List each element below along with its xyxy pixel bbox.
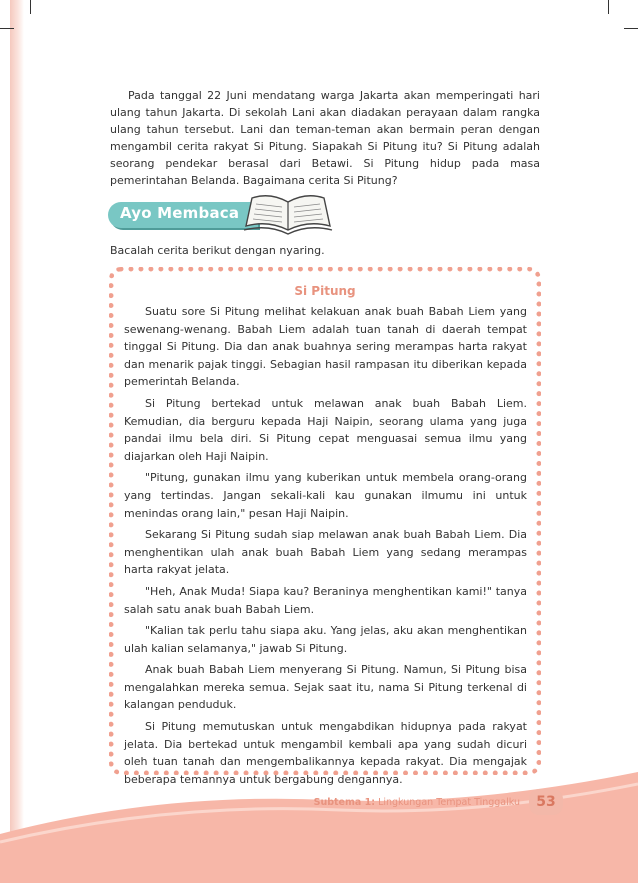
story-body — [124, 303, 527, 792]
story-paragraph: "Kalian tak perlu tahu siapa aku. Yang jelas, aku akan menghentikan ulah kalian selamanya," jawab Si Pitung. — [124, 624, 527, 655]
story-title: Si Pitung — [294, 284, 356, 298]
crop-mark-top-right-h — [624, 28, 638, 29]
section-header-label: Ayo Membaca — [120, 204, 240, 222]
footer-subtheme-title: Lingkungan Tempat Tinggalku — [378, 797, 520, 808]
story-paragraph: Anak buah Babah Liem menyerang Si Pitung. Namun, Si Pitung bisa mengalahkan mereka semua. Sejak saat itu, nama Si Pitung terkenal di kalangan penduduk. — [124, 663, 527, 712]
intro-text: Pada tanggal 22 Juni mendatang warga Jakarta akan memperingati hari ulang tahun Jakarta. Di sekolah Lani akan diadakan perayaan dalam rangka ulang tahun tersebut. Lani dan teman-teman akan bermain peran dengan mengambil cerita rakyat Si Pitung. Siapakah Si Pitung itu? Si Pitung adalah seorang pendekar berasal dari Betawi. Si Pitung hidup pada masa pemerintahan Belanda. Bagaimana cerita Si Pitung? — [110, 89, 540, 187]
footer-subtheme — [314, 797, 520, 808]
section-header — [108, 200, 338, 232]
footer-subtheme-label: Subtema 1: — [313, 797, 376, 808]
crop-mark-top-right-v — [608, 0, 609, 14]
intro-paragraph — [110, 88, 540, 189]
story-paragraph: Suatu sore Si Pitung melihat kelakuan anak buah Babah Liem yang sewenang-wenang. Babah Liem adalah tuan tanah di daerah tempat tinggal Si Pitung. Dia dan anak buahnya sering merampas harta rakyat dan menarik pajak tinggi. Sebagian hasil rampasan itu diberikan kepada pemerintah Belanda. — [124, 305, 527, 389]
left-decorative-strip — [10, 0, 24, 883]
story-paragraph: Si Pitung memutuskan untuk mengabdikan hidupnya pada rakyat jelata. Dia bertekad untuk mengambil kembali apa yang sudah dicuri oleh tuan tanah dan mengembalikannya kepada rakyat. Dia mengajak beberapa temannya untuk bergabung dengannya. — [124, 720, 527, 786]
crop-mark-top-left-v — [30, 0, 31, 14]
page-number: 53 — [529, 789, 563, 815]
story-paragraph: Sekarang Si Pitung sudah siap melawan anak buah Babah Liem. Dia menghentikan ulah anak buah Babah Liem yang sedang merampas harta rakyat jelata. — [124, 528, 527, 577]
reading-instruction: Bacalah cerita berikut dengan nyaring. — [110, 244, 325, 257]
open-book-icon — [242, 192, 334, 236]
story-paragraph: Si Pitung bertekad untuk melawan anak buah Babah Liem. Kemudian, dia berguru kepada Haji Naipin, seorang ulama yang juga pandai ilmu bela diri. Si Pitung cepat menguasai semua ilmu yang diajarkan oleh Haji Naipin. — [124, 396, 527, 463]
story-paragraph: "Pitung, gunakan ilmu yang kuberikan untuk membela orang-orang yang tertindas. Jangan sekali-kali kau gunakan ilmumu ini untuk menindas orang lain," pesan Haji Naipin. — [124, 471, 527, 520]
crop-mark-top-left-h — [0, 28, 14, 29]
story-paragraph: "Heh, Anak Muda! Siapa kau? Beraninya menghentikan kami!" tanya salah satu anak buah Babah Liem. — [124, 584, 527, 616]
